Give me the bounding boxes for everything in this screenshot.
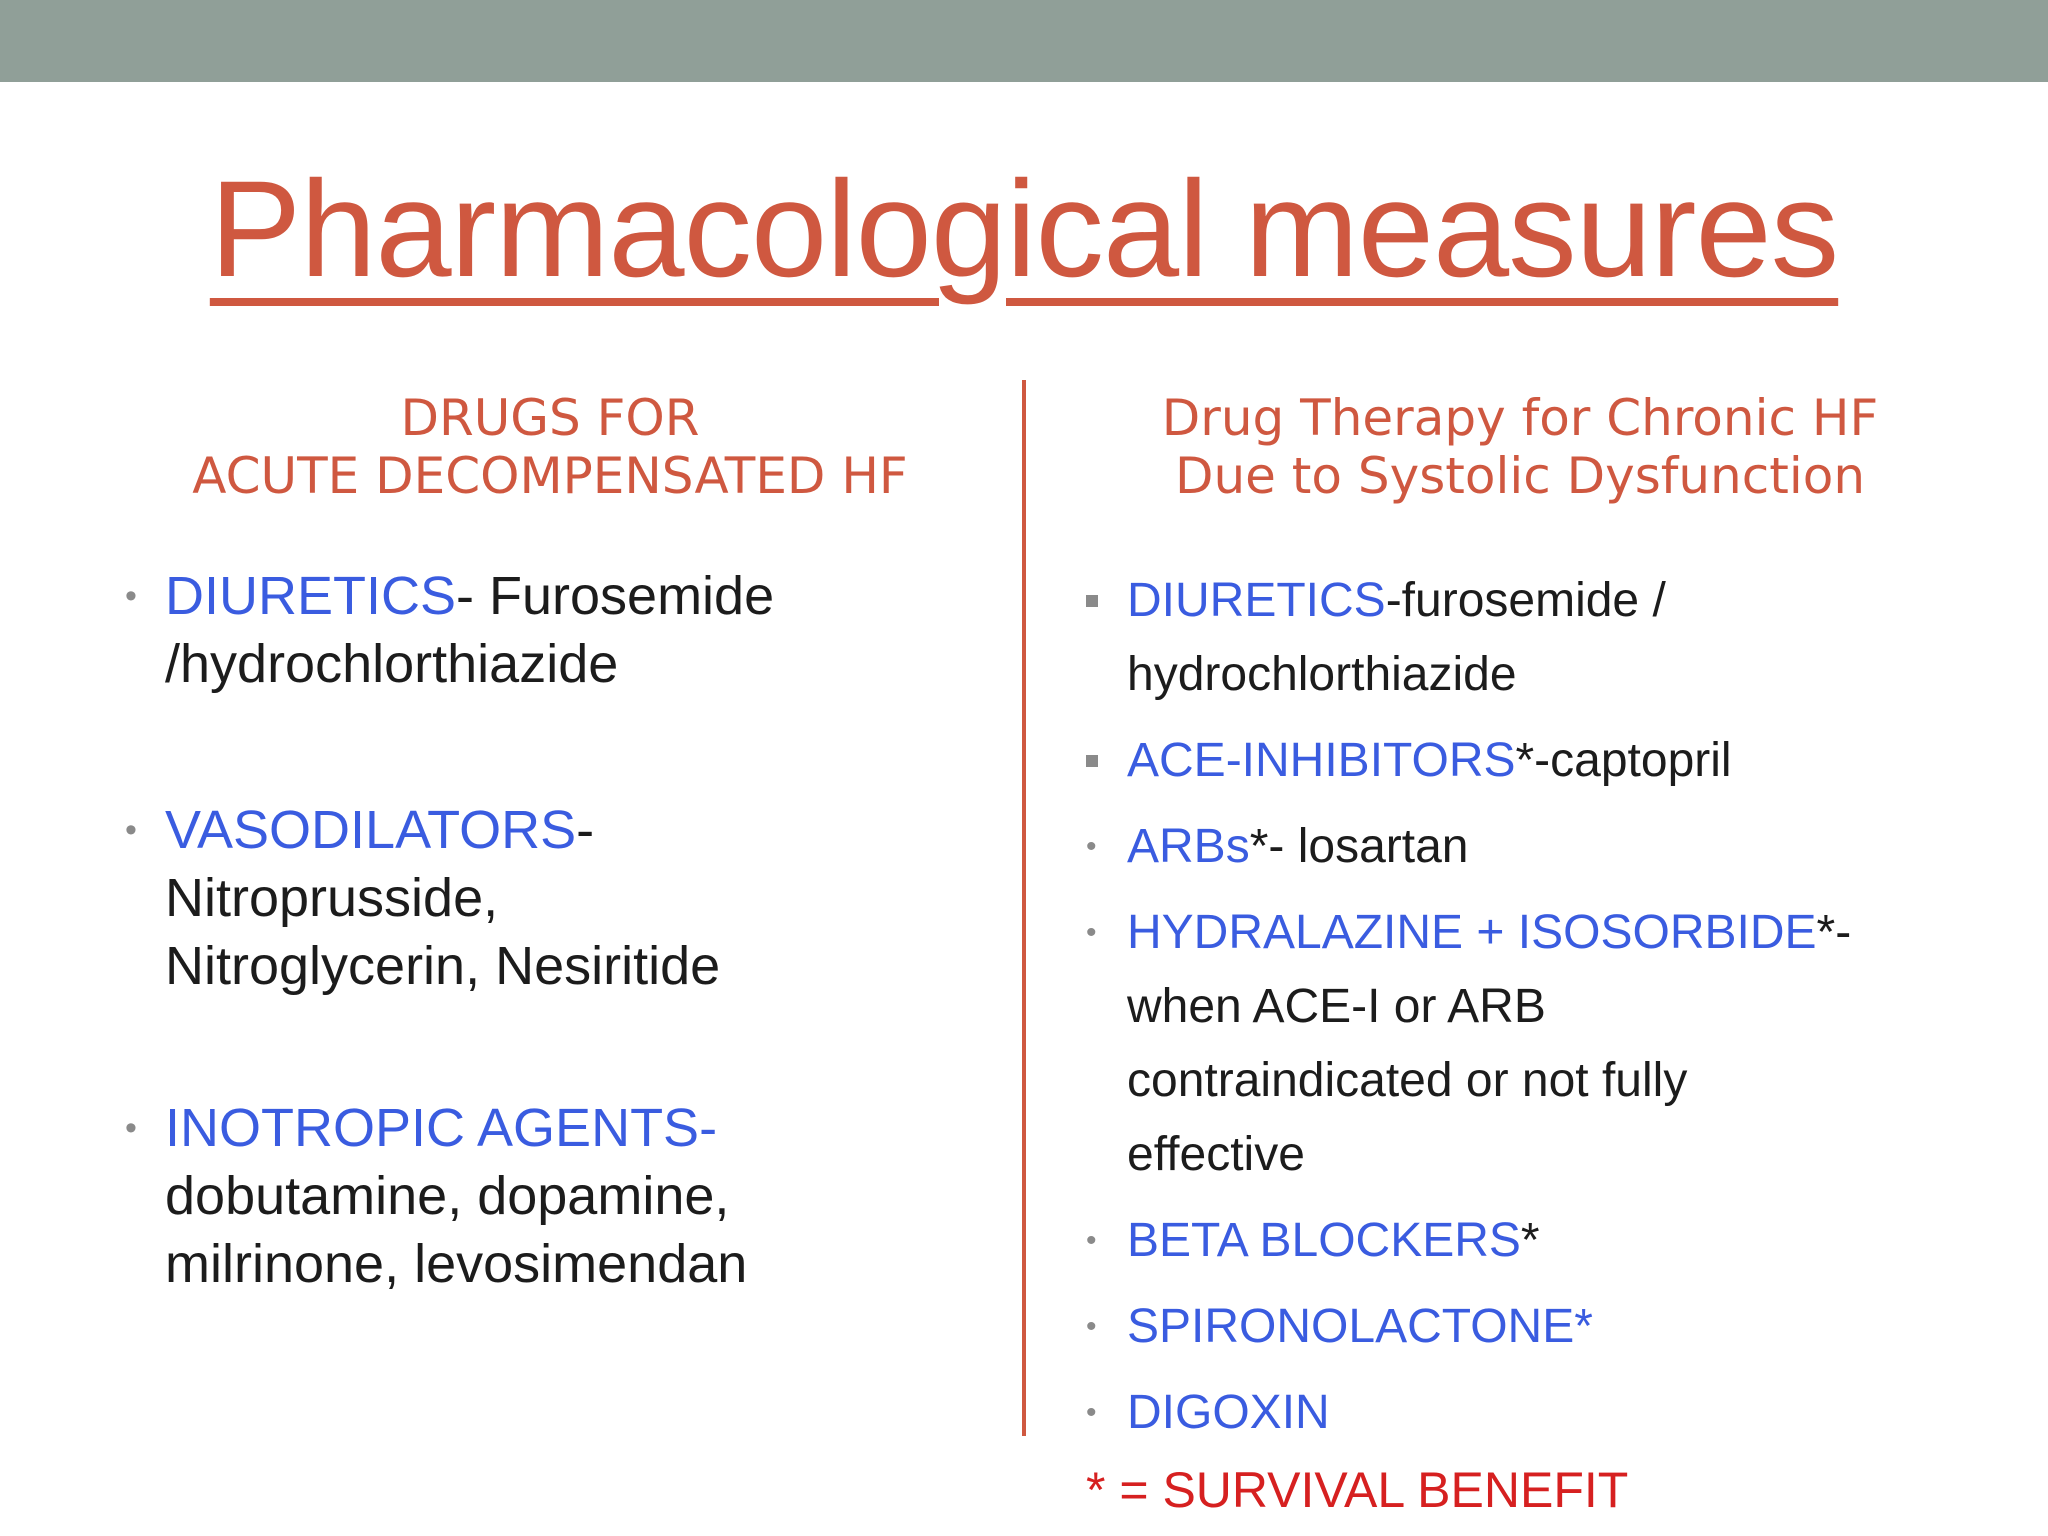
bullet-square-icon [1086, 755, 1098, 767]
drug-examples: - [576, 800, 595, 860]
list-item-digoxin [1086, 1376, 2026, 1450]
bullet-dot-icon: • [125, 1109, 137, 1147]
drug-class-label: DIURETICS [1127, 574, 1386, 627]
bullet-dot-icon: • [125, 811, 137, 849]
drug-examples-line: milrinone, levosimendan [165, 1234, 748, 1294]
left-heading-line2: ACUTE DECOMPENSATED HF [192, 447, 908, 505]
top-banner [0, 0, 2048, 82]
drug-examples-line: hydrochlorthiazide [1127, 648, 1517, 701]
drug-examples-line: effective [1127, 1128, 1305, 1181]
bullet-dot-icon: • [1086, 1310, 1097, 1343]
bullet-dot-icon: • [1086, 1396, 1097, 1429]
chronic-drug-list [1086, 564, 2026, 1450]
drug-examples: * [1520, 1214, 1540, 1267]
drug-class-label: HYDRALAZINE + ISOSORBIDE [1127, 906, 1817, 959]
acute-drug-list [125, 562, 1005, 1298]
right-heading-line1: Drug Therapy for Chronic HF [1161, 389, 1879, 447]
list-item-spironolactone [1086, 1290, 2026, 1364]
drug-examples-line: dobutamine, dopamine, [165, 1166, 730, 1226]
drug-class-label: ARBs [1127, 820, 1250, 873]
list-item-vasodilators [125, 796, 1005, 1000]
bullet-dot-icon: • [1086, 916, 1097, 949]
drug-examples: -furosemide / [1385, 574, 1666, 627]
list-item-ace-inhibitors [1086, 724, 2026, 798]
drug-examples: - Furosemide [456, 566, 775, 626]
survival-benefit-note: * = SURVIVAL BENEFIT [1086, 1462, 1629, 1518]
slide-title-text: Pharmacological measures [209, 153, 1839, 306]
drug-examples: *- losartan [1249, 820, 1469, 873]
bullet-dot-icon: • [125, 577, 137, 615]
drug-class-label: DIURETICS [165, 566, 457, 626]
list-item-diuretics [1086, 564, 2026, 712]
bullet-dot-icon: • [1086, 1224, 1097, 1257]
drug-class-label: ACE-INHIBITORS [1127, 734, 1516, 787]
slide-title [0, 155, 2048, 306]
list-item-arbs [1086, 810, 2026, 884]
list-item-hydralazine-isosorbide [1086, 896, 2026, 1192]
list-item-diuretics [125, 562, 1005, 698]
column-divider [1022, 380, 1026, 1436]
list-item-beta-blockers [1086, 1204, 2026, 1278]
drug-class-label: SPIRONOLACTONE* [1127, 1300, 1593, 1353]
drug-examples: *-captopril [1515, 734, 1732, 787]
drug-examples-line: contraindicated or not fully [1127, 1054, 1688, 1107]
bullet-dot-icon: • [1086, 830, 1097, 863]
bullet-square-icon [1086, 595, 1098, 607]
right-column-heading [1120, 389, 1920, 505]
drug-examples-line: Nitroglycerin, Nesiritide [165, 936, 721, 996]
drug-examples-line: /hydrochlorthiazide [165, 634, 619, 694]
left-column-heading [150, 389, 950, 505]
drug-examples-line: when ACE-I or ARB [1127, 980, 1546, 1033]
drug-class-label: VASODILATORS [165, 800, 577, 860]
drug-examples: *- [1816, 906, 1852, 959]
list-item-inotropic-agents [125, 1094, 1005, 1298]
drug-class-label: INOTROPIC AGENTS- [165, 1098, 718, 1158]
drug-class-label: DIGOXIN [1127, 1386, 1330, 1439]
left-heading-line1: DRUGS FOR [400, 389, 700, 447]
right-heading-line2: Due to Systolic Dysfunction [1174, 447, 1866, 505]
drug-examples-line: Nitroprusside, [165, 868, 499, 928]
drug-class-label: BETA BLOCKERS [1127, 1214, 1521, 1267]
